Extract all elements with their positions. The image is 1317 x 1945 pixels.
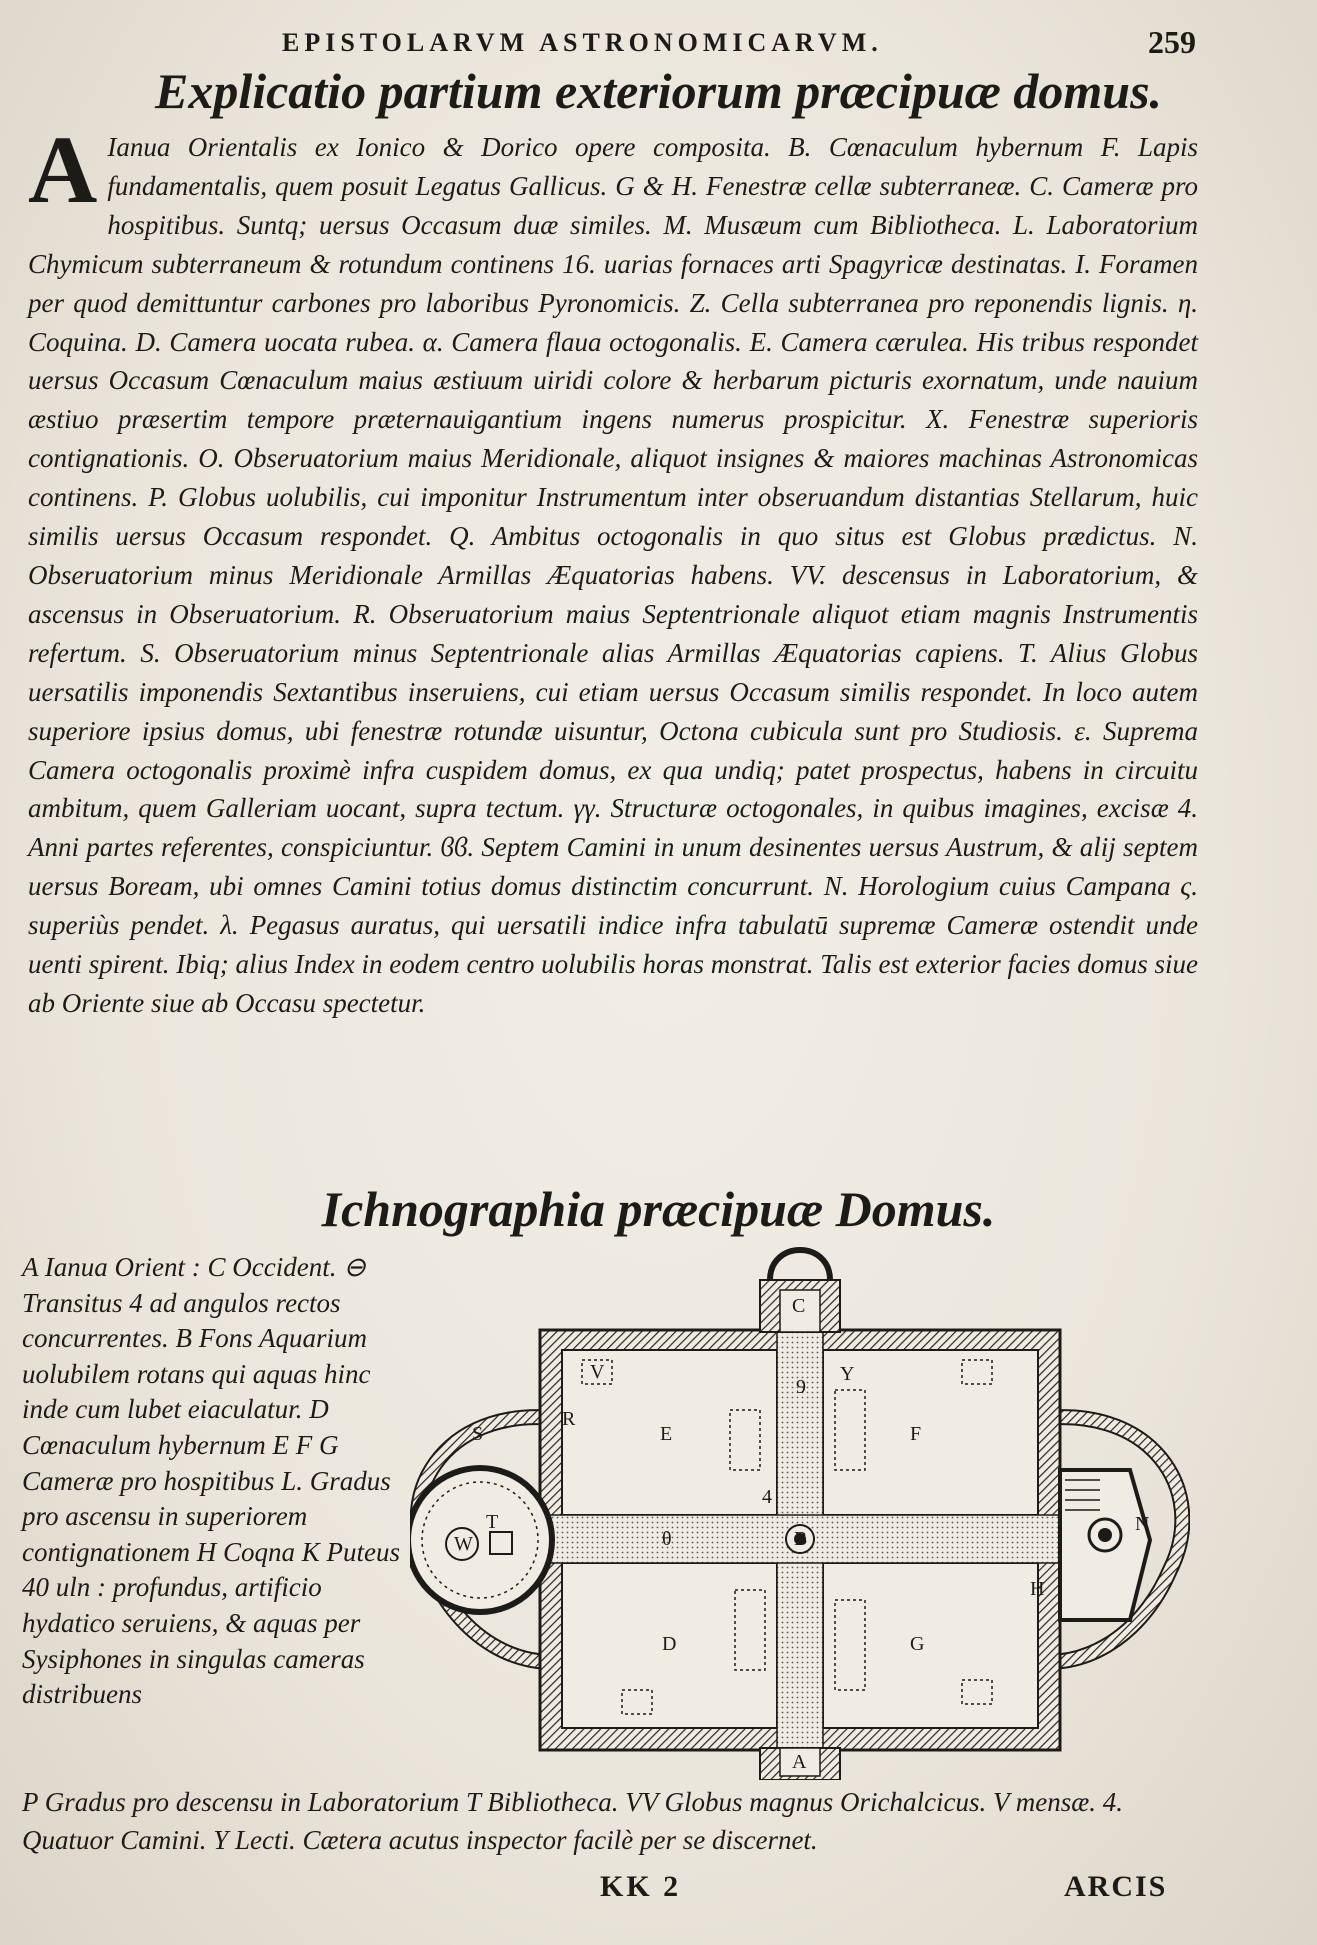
plan-label-b: B <box>794 1528 808 1550</box>
plan-label-h: H <box>1030 1578 1045 1600</box>
plan-label-y: Y <box>840 1363 855 1385</box>
plan-label-four: 4 <box>762 1486 772 1508</box>
exterior-explanation-text <box>28 116 1198 1023</box>
plan-legend-continued: P Gradus pro descensu in Laboratorium T Bibliotheca. VV Globus magnus Orichalcicus. V mensæ. 4. Quatuor Camini. Y Lecti. Cætera acutus inspector facilè per se discernet. <box>22 1787 1124 1855</box>
plan-label-c: C <box>792 1295 806 1317</box>
plan-label-t: T <box>486 1511 499 1533</box>
catchword: ARCIS <box>1064 1870 1168 1903</box>
plan-label-s: S <box>472 1423 484 1445</box>
floor-plan-woodcut <box>410 1240 1190 1780</box>
running-head <box>0 22 1317 62</box>
plan-label-g: G <box>910 1633 925 1655</box>
plan-label-theta: θ <box>662 1528 672 1550</box>
plan-label-nine: 9 <box>796 1376 806 1398</box>
plan-label-f: F <box>910 1423 922 1445</box>
plan-label-e: E <box>660 1423 673 1445</box>
plan-label-v: V <box>590 1361 605 1383</box>
plan-label-d: D <box>662 1633 677 1655</box>
section-heading-exterior: Explicatio partium exteriorum præcipuæ domus. <box>154 63 1163 119</box>
signature-mark: KK 2 <box>600 1870 682 1903</box>
plan-label-n: N <box>1135 1513 1150 1535</box>
exterior-explanation-body: Ianua Orientalis ex Ionico & Dorico opere composita. B. Cœnaculum hybernum F. Lapis fundamentalis, quem posuit Legatus Gallicus. G & H. Fenestræ cellæ subterraneæ. C. Cameræ pro hospitibus. Suntq; uersus Occasum duæ similes. M. Musæum cum Bibliotheca. L. Laboratorium Chymicum subterraneum & rotundum continens 16. uarias fornaces arti Spagyricæ destinatas. I. Foramen per quod demittuntur carbones pro laboribus Pyronomicis. Z. Cella subterranea pro reponendis lignis. η. Coquina. D. Camera uocata rubea. α. Camera flaua octogonalis. E. Camera cærulea. His tribus respondet uersus Occasum Cœnaculum maius æstiuum uiridi colore & herbarum picturis exornatum, unde nauium æstiuo præsertim tempore præternauigantium ingens numerus prospicitur. X. Fenestræ superioris contignationis. O. Obseruatorium maius Meridionale, aliquot insignes & maiores machinas Astronomicas continens. P. Globus uolubilis, cui imponitur Instrumentum inter obseruandum distantias Stellarum, huic similis uersus Occasum respondet. Q. Ambitus octogonalis in quo situs est Globus prædictus. N. Obseruatorium minus Meridionale Armillas Æquatorias habens. VV. descensus in Laboratorium, & ascensus in Obseruatorium. R. Obseruatorium maius Septentrionale aliquot etiam magnis Instrumentis refertum. S. Obseruatorium minus Septentrionale alias Armillas Æquatorias capiens. T. Alius Globus uersatilis imponendis Sextantibus inseruiens, cui etiam uersus Occasum similis respondet. In loco autem superiore ipsius domus, ubi fenestræ rotundæ uisuntur, Octona cubicula sunt pro Studiosis. ε. Suprema Camera octogonalis proximè infra cuspidem domus, ex qua undiq; patet prospectus, habens in circuitu ambitum, quem Galleriam uocant, supra tectum. γγ. Structuræ octogonales, in quibus imagines, excisæ 4. Anni partes referentes, conspiciuntur. ϐϐ. Septem Camini in unum desinentes uersus Austrum, & alij septem uersus Boream, ubi omnes Camini totius domus distinctim concurrunt. N. Horologium cuius Campana ς. superiùs pendet. λ. Pegasus auratus, qui uersatili indice infra tabulatū supremæ Cameræ ostendit unde uenti spirent. Ibiq; alius Index in eodem centro uolubilis horas monstrat. Talis est exterior facies domus siue ab Oriente siue ab Occasu spectetur. <box>28 132 1198 1018</box>
page-number: 259 <box>1148 24 1196 60</box>
running-title: EPISTOLARVM ASTRONOMICARVM. <box>282 28 883 57</box>
plan-label-r: R <box>562 1408 576 1430</box>
plan-label-w: W <box>454 1533 473 1555</box>
plan-label-a: A <box>792 1751 807 1773</box>
east-observatory <box>1060 1470 1150 1620</box>
section-heading-ichnographia: Ichnographia præcipuæ Domus. <box>321 1181 996 1237</box>
plan-legend-text: A Ianua Orient : C Occident. ⊖ Transitus 4 ad angulos rectos concurrentes. B Fons Aquarium uolubilem rotans qui aquas hinc inde cum lubet eiaculatur. D Cœnaculum hybernum E F G Cameræ pro hospitibus L. Gradus pro ascensu in superiorem contignationem H Coqna K Puteus 40 uln : profundus, artificio hydatico seruiens, & aquas per Sysiphones in singulas cameras distribuens <box>22 1252 400 1710</box>
west-observatory <box>410 1468 552 1612</box>
drop-cap: A <box>28 116 98 223</box>
